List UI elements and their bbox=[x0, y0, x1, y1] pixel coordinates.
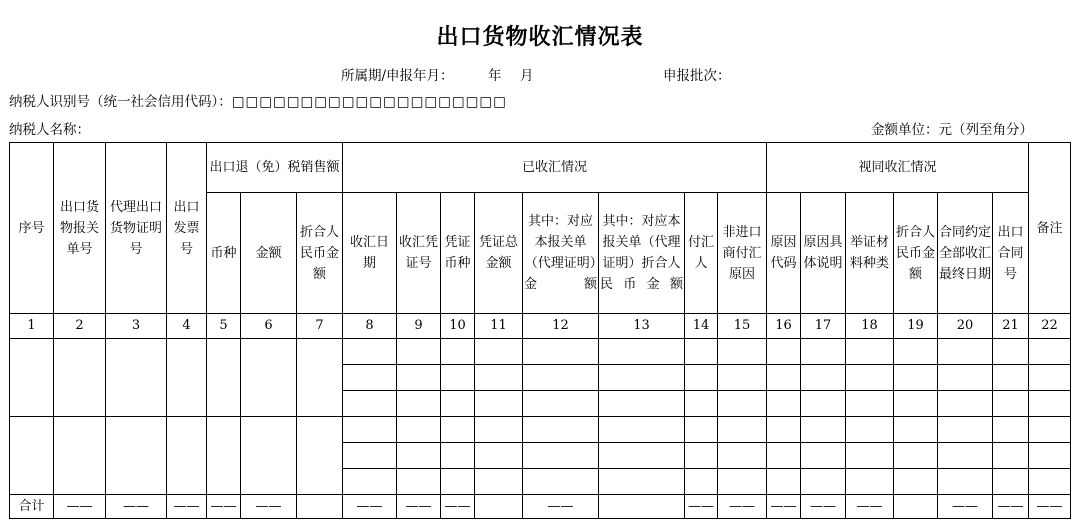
table-cell bbox=[767, 443, 801, 469]
table-cell bbox=[894, 417, 938, 443]
table-cell bbox=[441, 443, 475, 469]
table-cell bbox=[441, 417, 475, 443]
col-number: 14 bbox=[685, 314, 718, 339]
table-cell bbox=[475, 417, 523, 443]
table-cell bbox=[685, 417, 718, 443]
total-dash: —— bbox=[441, 495, 475, 519]
table-cell bbox=[106, 339, 167, 417]
table-cell bbox=[599, 339, 685, 365]
col-number: 16 bbox=[767, 314, 801, 339]
header-voucher-no: 收汇凭证号 bbox=[397, 193, 441, 314]
total-dash: —— bbox=[167, 495, 207, 519]
table-cell bbox=[767, 339, 801, 365]
taxpayer-id-boxes: □□□□□□□□□□□□□□□□□□□□ bbox=[231, 94, 507, 110]
header-reason-description: 原因具体说明 bbox=[801, 193, 846, 314]
header-remark: 备注 bbox=[1029, 143, 1071, 314]
table-cell bbox=[475, 339, 523, 365]
table-cell bbox=[938, 339, 993, 365]
table-cell bbox=[801, 339, 846, 365]
table-cell bbox=[718, 417, 767, 443]
amount-unit-label: 金额单位：元（列至角分） bbox=[871, 122, 1033, 138]
table-cell bbox=[718, 365, 767, 391]
col-number: 11 bbox=[475, 314, 523, 339]
table-cell bbox=[599, 391, 685, 417]
table-cell bbox=[846, 469, 894, 495]
header-amount: 金额 bbox=[241, 193, 297, 314]
table-cell bbox=[767, 469, 801, 495]
header-payer: 付汇人 bbox=[685, 193, 718, 314]
table-cell bbox=[801, 417, 846, 443]
header-non-importer-reason: 非进口商付汇原因 bbox=[718, 193, 767, 314]
table-cell bbox=[801, 365, 846, 391]
table-cell bbox=[10, 339, 54, 417]
header-customs-declaration-no: 出口货物报关单号 bbox=[54, 143, 106, 314]
table-cell bbox=[441, 391, 475, 417]
header-contract-no: 出口合同号 bbox=[993, 193, 1029, 314]
table-cell bbox=[894, 365, 938, 391]
header-currency: 币种 bbox=[207, 193, 241, 314]
table-cell bbox=[894, 339, 938, 365]
header-export-invoice-no: 出口发票号 bbox=[167, 143, 207, 314]
total-cell bbox=[599, 495, 685, 519]
taxpayer-name-label: 纳税人名称： bbox=[9, 122, 90, 138]
table-cell bbox=[685, 391, 718, 417]
table-cell bbox=[1029, 443, 1071, 469]
total-dash: —— bbox=[343, 495, 397, 519]
table-cell bbox=[167, 417, 207, 495]
table-cell bbox=[441, 469, 475, 495]
table-cell bbox=[343, 443, 397, 469]
table-cell bbox=[1029, 417, 1071, 443]
total-dash: —— bbox=[938, 495, 993, 519]
header-deemed-rmb: 折合人民币金额 bbox=[894, 193, 938, 314]
total-dash: —— bbox=[685, 495, 718, 519]
table-cell bbox=[846, 339, 894, 365]
header-group-deemed: 视同收汇情况 bbox=[767, 143, 1029, 193]
total-dash: —— bbox=[523, 495, 599, 519]
table-cell bbox=[10, 417, 54, 495]
taxpayer-id-label: 纳税人识别号（统一社会信用代码）： bbox=[9, 94, 232, 110]
table-cell bbox=[846, 443, 894, 469]
table-cell bbox=[343, 469, 397, 495]
table-cell bbox=[599, 417, 685, 443]
table-cell bbox=[1029, 339, 1071, 365]
table-cell bbox=[599, 443, 685, 469]
table-cell bbox=[397, 365, 441, 391]
total-dash: —— bbox=[241, 495, 297, 519]
col-number: 2 bbox=[54, 314, 106, 339]
col-number: 15 bbox=[718, 314, 767, 339]
col-number: 8 bbox=[343, 314, 397, 339]
table-cell bbox=[54, 417, 106, 495]
col-number: 13 bbox=[599, 314, 685, 339]
table-cell bbox=[767, 417, 801, 443]
table-cell bbox=[475, 443, 523, 469]
header-reason-code: 原因代码 bbox=[767, 193, 801, 314]
total-dash: —— bbox=[207, 495, 241, 519]
table-cell bbox=[718, 443, 767, 469]
table-cell bbox=[993, 469, 1029, 495]
table-cell bbox=[523, 365, 599, 391]
table-cell bbox=[718, 339, 767, 365]
table-cell bbox=[1029, 469, 1071, 495]
table-cell bbox=[801, 443, 846, 469]
table-cell bbox=[685, 443, 718, 469]
table-cell bbox=[846, 365, 894, 391]
header-receipt-date: 收汇日期 bbox=[343, 193, 397, 314]
table-cell bbox=[599, 469, 685, 495]
table-cell bbox=[523, 417, 599, 443]
table-cell bbox=[241, 339, 297, 417]
col-number: 1 bbox=[10, 314, 54, 339]
col-number: 4 bbox=[167, 314, 207, 339]
table-cell bbox=[297, 417, 343, 495]
table-cell bbox=[894, 469, 938, 495]
table-cell bbox=[441, 339, 475, 365]
total-dash: —— bbox=[106, 495, 167, 519]
table-cell bbox=[718, 391, 767, 417]
table-cell bbox=[343, 417, 397, 443]
col-number: 10 bbox=[441, 314, 475, 339]
total-dash: —— bbox=[801, 495, 846, 519]
col-number: 3 bbox=[106, 314, 167, 339]
col-number: 21 bbox=[993, 314, 1029, 339]
table-cell bbox=[207, 339, 241, 417]
col-number: 18 bbox=[846, 314, 894, 339]
total-dash: —— bbox=[1029, 495, 1071, 519]
table-cell bbox=[801, 469, 846, 495]
table-cell bbox=[1029, 391, 1071, 417]
table-cell bbox=[993, 365, 1029, 391]
total-dash: —— bbox=[846, 495, 894, 519]
table-cell bbox=[241, 417, 297, 495]
table-cell bbox=[523, 391, 599, 417]
table-cell bbox=[938, 391, 993, 417]
header-voucher-total: 凭证总金额 bbox=[475, 193, 523, 314]
table-cell bbox=[397, 339, 441, 365]
total-dash: —— bbox=[718, 495, 767, 519]
table-cell bbox=[523, 443, 599, 469]
table-cell bbox=[441, 365, 475, 391]
table-cell bbox=[523, 469, 599, 495]
table-cell bbox=[993, 339, 1029, 365]
table-cell bbox=[938, 365, 993, 391]
table-cell bbox=[938, 443, 993, 469]
table-cell bbox=[397, 443, 441, 469]
table-cell bbox=[523, 339, 599, 365]
col-number: 5 bbox=[207, 314, 241, 339]
header-evidence-type: 举证材料种类 bbox=[846, 193, 894, 314]
total-cell bbox=[475, 495, 523, 519]
total-cell bbox=[894, 495, 938, 519]
table-cell bbox=[1029, 365, 1071, 391]
table-cell bbox=[397, 417, 441, 443]
table-cell bbox=[599, 365, 685, 391]
header-final-receipt-date: 合同约定全部收汇最终日期 bbox=[938, 193, 993, 314]
table-cell bbox=[718, 469, 767, 495]
header-agent-export-cert-no: 代理出口货物证明号 bbox=[106, 143, 167, 314]
table-cell bbox=[993, 417, 1029, 443]
table-cell bbox=[475, 365, 523, 391]
col-number: 9 bbox=[397, 314, 441, 339]
table-cell bbox=[685, 469, 718, 495]
form-title: 出口货物收汇情况表 bbox=[436, 24, 644, 50]
table-cell bbox=[343, 339, 397, 365]
table-cell bbox=[993, 443, 1029, 469]
col-number: 20 bbox=[938, 314, 993, 339]
table-cell bbox=[397, 469, 441, 495]
col-number: 17 bbox=[801, 314, 846, 339]
col-number: 6 bbox=[241, 314, 297, 339]
table-cell bbox=[767, 391, 801, 417]
table-cell bbox=[343, 365, 397, 391]
year-label: 年 bbox=[488, 68, 502, 84]
col-number: 19 bbox=[894, 314, 938, 339]
table-cell bbox=[685, 365, 718, 391]
header-voucher-currency: 凭证币种 bbox=[441, 193, 475, 314]
table-cell bbox=[801, 391, 846, 417]
table-cell bbox=[894, 391, 938, 417]
total-label: 合计 bbox=[10, 495, 54, 519]
table-cell bbox=[938, 417, 993, 443]
table-cell bbox=[938, 469, 993, 495]
table-cell bbox=[167, 339, 207, 417]
table-cell bbox=[993, 391, 1029, 417]
total-dash: —— bbox=[767, 495, 801, 519]
table-cell bbox=[767, 365, 801, 391]
table-cell bbox=[475, 391, 523, 417]
total-dash: —— bbox=[993, 495, 1029, 519]
table-cell bbox=[894, 443, 938, 469]
table-cell bbox=[846, 417, 894, 443]
header-rmb-amount: 折合人民币金额 bbox=[297, 193, 343, 314]
table-cell bbox=[207, 417, 241, 495]
header-of-which-rmb: 其中：对应本报关单（代理证明）折合人民币金额 bbox=[599, 193, 685, 314]
table-cell bbox=[397, 391, 441, 417]
month-label: 月 bbox=[520, 68, 534, 84]
table-cell bbox=[475, 469, 523, 495]
table-cell bbox=[846, 391, 894, 417]
col-number: 22 bbox=[1029, 314, 1071, 339]
header-group-received: 已收汇情况 bbox=[343, 143, 767, 193]
table-cell bbox=[54, 339, 106, 417]
col-number: 7 bbox=[297, 314, 343, 339]
header-group-export-refund-sales: 出口退（免）税销售额 bbox=[207, 143, 343, 193]
period-label: 所属期/申报年月： bbox=[341, 68, 454, 84]
batch-label: 申报批次： bbox=[663, 68, 731, 84]
table-cell bbox=[297, 339, 343, 417]
table-cell bbox=[685, 339, 718, 365]
table-cell bbox=[343, 391, 397, 417]
col-number: 12 bbox=[523, 314, 599, 339]
total-dash: —— bbox=[397, 495, 441, 519]
export-receipts-table bbox=[9, 142, 1071, 519]
total-dash: —— bbox=[54, 495, 106, 519]
header-of-which-amount: 其中：对应本报关单（代理证明）金额 bbox=[523, 193, 599, 314]
total-cell bbox=[297, 495, 343, 519]
header-seq: 序号 bbox=[10, 143, 54, 314]
table-cell bbox=[106, 417, 167, 495]
